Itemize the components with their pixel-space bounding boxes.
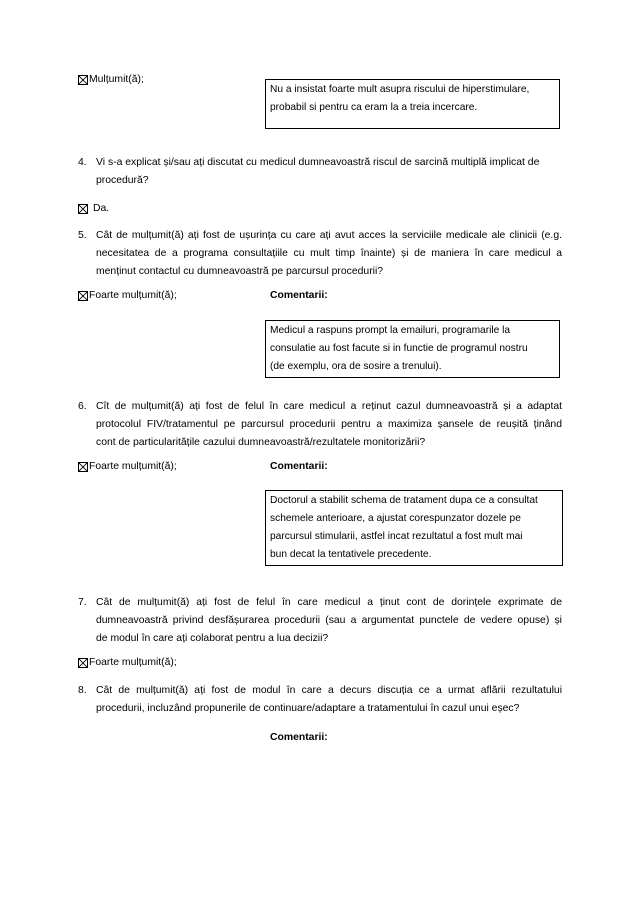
comment-line: Nu a insistat foarte mult asupra riscului de hiperstimulare, — [270, 84, 530, 95]
question-text: cont de particularitățile cazului dumneavoastră/rezultatele monitorizării? — [96, 437, 426, 448]
comment-box[interactable] — [265, 79, 560, 129]
question-text: necesitatea de a programa consultațiile cu mult timp înainte) și de maniera în care medicul a — [96, 248, 562, 259]
comment-line: probabil si pentru ca eram la a treia incercare. — [270, 102, 478, 113]
comment-label: Comentarii: — [270, 732, 328, 743]
comment-line: parcursul stimularii, astfel incat rezultatul a fost mult mai — [270, 531, 523, 542]
question-text: Cât de mulțumit(ă) ați fost de felul în care medicul a ținut cont de dorințele exprimate de — [96, 597, 562, 608]
question-text: dumneavoastră privind desfășurarea procedurii (sau a argumentat punctele de vedere opuse) și — [96, 615, 562, 626]
question-number: 5. — [78, 230, 87, 241]
comment-line: Doctorul a stabilit schema de tratament dupa ce a consultat — [270, 495, 538, 506]
checked-checkbox-icon[interactable] — [78, 75, 88, 85]
question-text: de modul în care ați colaborat pentru a lua decizii? — [96, 633, 329, 644]
comment-label: Comentarii: — [270, 290, 328, 301]
comment-box[interactable] — [265, 320, 560, 378]
comment-line: (de exemplu, ora de sosire a trenului). — [270, 361, 442, 372]
question-number: 6. — [78, 401, 87, 412]
question-number: 8. — [78, 685, 87, 696]
answer-label: Foarte mulțumit(ă); — [89, 290, 177, 301]
question-text: menținut contactul cu dumneavoastră pe parcursul procedurii? — [96, 266, 384, 277]
question-text: Cât de mulțumit(ă) ați fost de ușurința cu care ați avut acces la serviciile medicale ale clinicii (e.g. — [96, 230, 562, 241]
question-text: Cât de mulțumit(ă) ați fost de modul în care a decurs discuția ce a urmat aflării rezultatului — [96, 685, 562, 696]
checked-checkbox-icon[interactable] — [78, 291, 88, 301]
comment-label: Comentarii: — [270, 461, 328, 472]
comment-box[interactable] — [265, 490, 563, 566]
answer-label: Foarte mulțumit(ă); — [89, 657, 177, 668]
comment-line: bun decat la tentativele precedente. — [270, 549, 432, 560]
comment-line: schemele anterioare, a ajustat corespunzator dozele pe — [270, 513, 521, 524]
question-text: procedurii, incluzând propunerile de continuare/adaptare a tratamentului în cazul unui eșec? — [96, 703, 520, 714]
question-text: protocolul FIV/tratamentul pe parcursul procedurii pentru a maximiza șansele de reușită ținând — [96, 419, 562, 430]
question-number: 4. — [78, 157, 87, 168]
answer-label: Mulțumit(ă); — [89, 74, 144, 85]
question-text: procedură? — [96, 175, 149, 186]
comment-line: Medicul a raspuns prompt la emailuri, programarile la — [270, 325, 511, 336]
answer-label: Foarte mulțumit(ă); — [89, 461, 177, 472]
answer-label: Da. — [93, 203, 110, 214]
question-number: 7. — [78, 597, 87, 608]
comment-line: consulatie au fost facute si in functie de programul nostru — [270, 343, 528, 354]
checked-checkbox-icon[interactable] — [78, 204, 88, 214]
question-text: Vi s-a explicat și/sau ați discutat cu medicul dumneavoastră riscul de sarcină multiplă implicat de — [96, 157, 540, 168]
checked-checkbox-icon[interactable] — [78, 462, 88, 472]
question-text: Cît de mulțumit(ă) ați fost de felul în care medicul a reținut cazul dumneavoastră și a adaptat — [96, 401, 562, 412]
checked-checkbox-icon[interactable] — [78, 658, 88, 668]
